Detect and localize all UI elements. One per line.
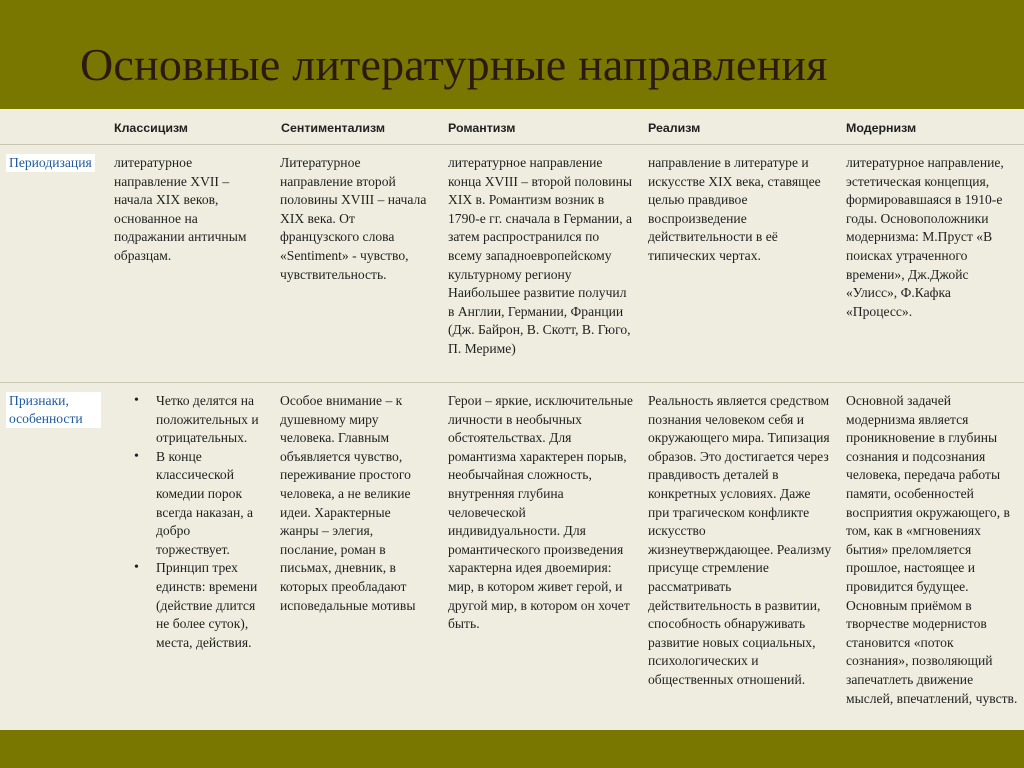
list-item: • В конце классической комедии порок всегда наказан, а добро торжествует. bbox=[156, 448, 266, 560]
header-divider bbox=[0, 144, 1024, 145]
page-title: Основные литературные направления bbox=[80, 39, 828, 90]
bottom-bar bbox=[0, 730, 1024, 768]
column-header-realism: Реализм bbox=[648, 121, 701, 135]
column-header-classicism: Классицизм bbox=[114, 121, 188, 135]
row-label-features: Признаки, особенности bbox=[6, 392, 101, 428]
cell-modernism-features: Основной задачей модернизма является проникновение в глубины сознания и подсознания человека, передача работы памяти, особенностей восприятия окружающего, в том, как в «мгновениях бытия» преломляется прошлое, настоящее и провидится будущее. Основным приёмом в творчестве модернистов становится «поток сознания», позволяющий запечатлеть движение мыслей, впечатлений, чувств. bbox=[846, 393, 1018, 706]
cell-romanticism-periodization: литературное направление конца XVIII – второй половины XIX в. Романтизм возник в 1790-е гг. сначала в Германии, а затем распространился по всему западноевропейскому культурному региону Наибольшее развитие получил в Англии, Германии, Франции (Дж. Байрон, В. Скотт, В. Гюго, П. Мериме) bbox=[448, 155, 633, 356]
list-item: • Четко делятся на положительных и отрицательных. bbox=[156, 392, 266, 448]
cell-sentimentalism-periodization: Литературное направление второй половины XVIII – начала XIX века. От французского слова «Sentiment» - чувство, чувствительность. bbox=[280, 155, 427, 282]
column-header-modernism: Модернизм bbox=[846, 121, 917, 135]
corner-block bbox=[0, 0, 68, 109]
column-header-sentimentalism: Сентиментализм bbox=[281, 121, 386, 135]
row-label-periodization: Периодизация bbox=[6, 154, 95, 172]
cell-sentimentalism-features: Особое внимание – к душевному миру человека. Главным объявляется чувство, переживание простого человека, а не великие идеи. Характерные жанры – элегия, послание, роман в письмах, дневник, в которых преобладают исповедальные мотивы bbox=[280, 393, 416, 613]
row-divider bbox=[0, 382, 1024, 383]
cell-realism-periodization: направление в литературе и искусстве XIX века, ставящее целью правдивое воспроизведение действительности в её типических чертах. bbox=[648, 155, 821, 263]
cell-realism-features: Реальность является средством познания человеком себя и окружающего мира. Типизация образов. Это достигается через правдивость деталей в конкретных условиях. Даже при трагическом конфликте искусство жизнеутверждающее. Реализму присуще стремление рассматривать действительность в развитии, способность обнаруживать развитие новых социальных, психологических и общественных отношений. bbox=[648, 393, 832, 687]
list-item: • Принцип трех единств: времени (действие длится не более суток), места, действия. bbox=[156, 559, 266, 652]
cell-classicism-features bbox=[156, 392, 266, 652]
column-header-romanticism: Романтизм bbox=[448, 121, 516, 135]
cell-romanticism-features: Герои – яркие, исключительные личности в необычных обстоятельствах. Для романтизма характерен порыв, необычайная сложность, внутренняя глубина человеческой индивидуальности. Для романтического произведения характерна идея двоемирия: мир, в котором живет герой, и другой мир, в котором он хочет быть. bbox=[448, 393, 633, 632]
title-bar bbox=[68, 0, 1024, 109]
cell-modernism-periodization: литературное направление, эстетическая концепция, формировавшаяся в 1910-е годы. Основоположники модернизма: М.Пруст «В поисках утраченного времени», Дж.Джойс «Улисс», Ф.Кафка «Процесс». bbox=[846, 155, 1004, 319]
cell-classicism-periodization: литературное направление XVII – начала XIX веков, основанное на подражании античным образцам. bbox=[114, 155, 247, 263]
